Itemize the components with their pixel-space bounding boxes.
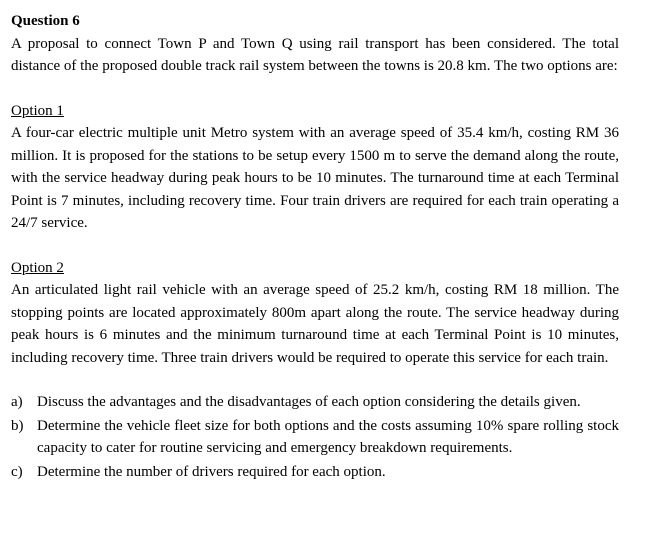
- subquestion-b: [11, 415, 619, 460]
- option-1-heading: Option 1: [11, 102, 64, 119]
- subquestion-a-marker: a): [11, 394, 23, 410]
- option-2-section: [11, 257, 619, 370]
- question-document: [11, 10, 619, 484]
- subquestion-b-marker: b): [11, 417, 24, 434]
- subquestion-a: [11, 391, 619, 414]
- subquestion-c: [11, 461, 619, 484]
- subquestion-b-text: Determine the vehicle fleet size for both options and the costs assuming 10% spare rolling stock capacity to cater for routine servicing and emergency breakdown requirements.: [37, 417, 619, 456]
- question-title: Question 6: [11, 13, 80, 29]
- subquestion-c-marker: c): [11, 463, 23, 480]
- subquestion-list: [11, 391, 619, 483]
- subquestion-c-text: Determine the number of drivers required for each option.: [37, 463, 386, 480]
- option-1-section: [11, 100, 619, 235]
- option-1-text: A four-car electric multiple unit Metro system with an average speed of 35.4 km/h, costing RM 36 million. It is proposed for the stations to be setup every 1500 m to serve the demand along the route, with the service headway during peak hours to be 10 minutes. The turnaround time at each Terminal Point is 7 minutes, including recovery time. Four train drivers are required for each train operating a 24/7 service.: [11, 125, 619, 231]
- option-2-heading: Option 2: [11, 259, 64, 276]
- subquestion-a-text: Discuss the advantages and the disadvantages of each option considering the details given.: [37, 394, 581, 410]
- question-intro: A proposal to connect Town P and Town Q using rail transport has been considered. The total distance of the proposed double track rail system between the towns is 20.8 km. The two options are:: [11, 35, 619, 74]
- option-2-text: An articulated light rail vehicle with an average speed of 25.2 km/h, costing RM 18 million. The stopping points are located approximately 800m apart along the route. The service headway during peak hours is 6 minutes and the minimum turnaround time at each Terminal Point is 10 minutes, including recovery time. Three train drivers would be required to operate this service for each train.: [11, 282, 619, 366]
